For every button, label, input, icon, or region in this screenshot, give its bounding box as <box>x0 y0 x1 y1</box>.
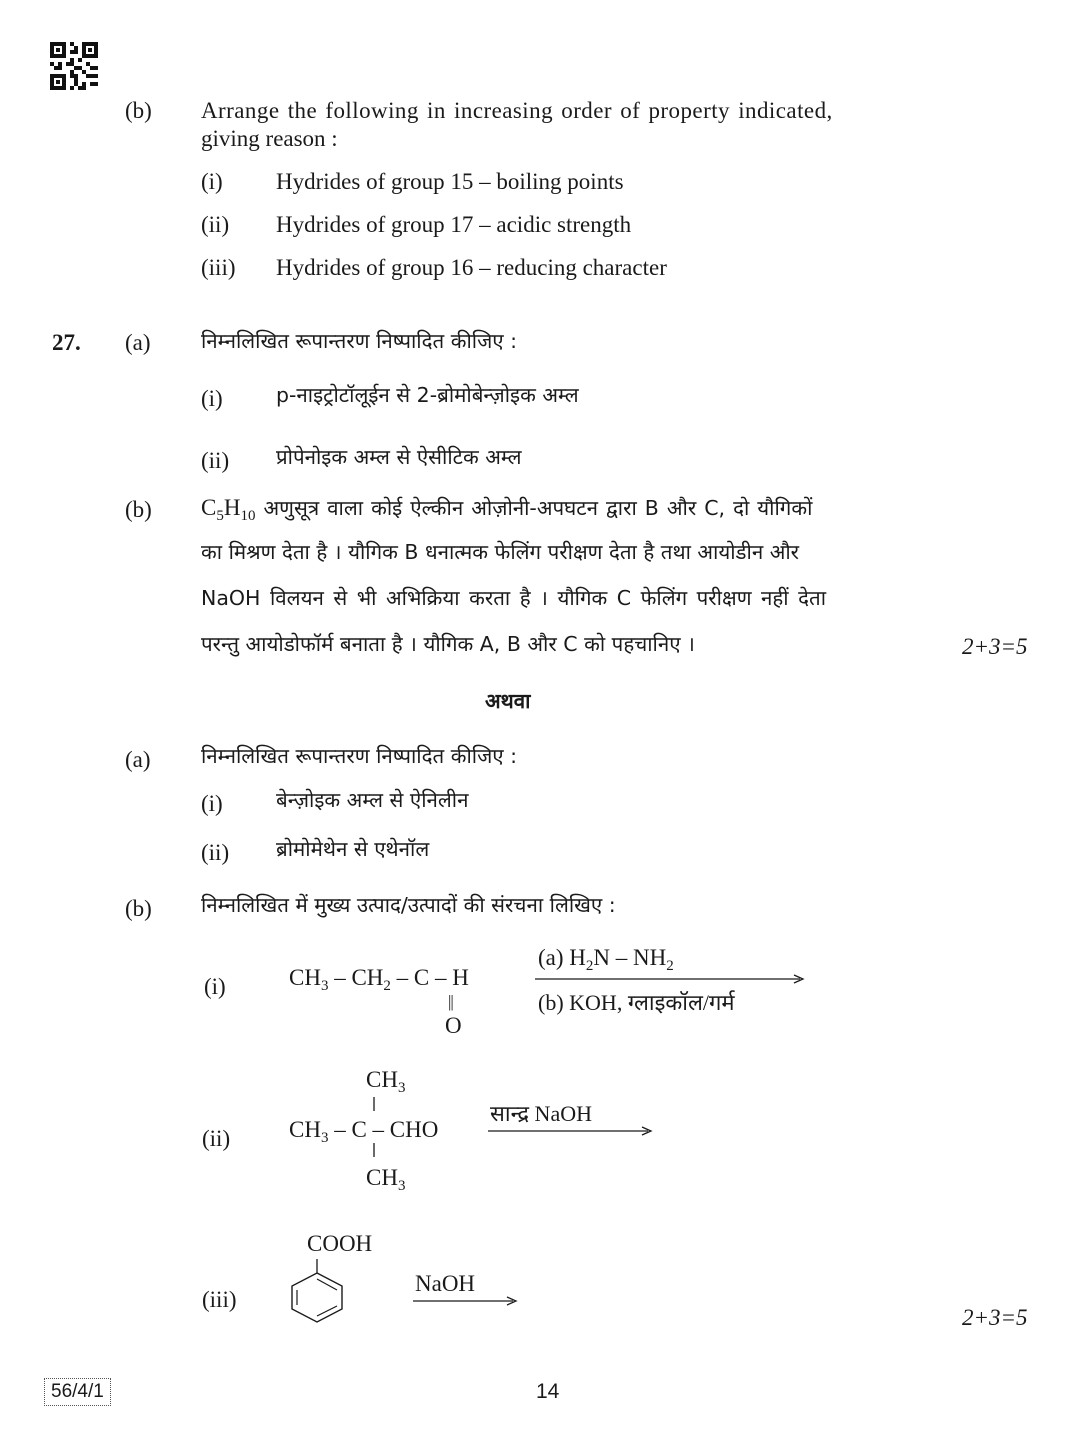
chem-text: CH <box>366 1165 398 1190</box>
reaction3-reagent: NaOH <box>415 1271 476 1296</box>
q27-alt-a-item-num: (ii) <box>201 840 230 865</box>
chem-sub: 3 <box>397 1080 406 1096</box>
q27a-heading: निम्नलिखित रूपान्तरण निष्पादित कीजिए : <box>201 329 518 353</box>
carbonyl-oxygen: O <box>445 1013 462 1038</box>
reaction1-reactant <box>289 965 469 994</box>
marks: 2+3=5 <box>962 634 1028 659</box>
q27-alt-a-item-text: बेन्ज़ोइक अम्ल से ऐनिलीन <box>276 788 469 812</box>
formula-c-sub: 5 <box>216 508 224 524</box>
chem-text: सान्द्र NaOH <box>490 1101 592 1126</box>
chem-sub: 3 <box>320 978 329 994</box>
q27b-line1-rest: अणुसूत्र वाला कोई ऐल्कीन ओज़ोनी-अपघटन द्वारा B और C, दो यौगिकों <box>255 496 813 520</box>
q27a-item-text: प्रोपेनोइक अम्ल से ऐसीटिक अम्ल <box>276 445 522 469</box>
chem-text: – C – CHO <box>328 1117 439 1142</box>
chem-sub: 3 <box>320 1130 329 1146</box>
q26b-item-text: Hydrides of group 17 – acidic strength <box>276 212 632 237</box>
benzene-ring-icon <box>286 1259 348 1323</box>
reaction2-bottom-methyl <box>366 1165 406 1194</box>
reaction-num: (i) <box>204 974 226 999</box>
q27a-item-text: p-नाइट्रोटॉलूईन से 2-ब्रोमोबेन्ज़ोइक अम्ल <box>276 383 579 407</box>
q26b-item-text: Hydrides of group 15 – boiling points <box>276 169 624 194</box>
q27-alt-a-heading: निम्नलिखित रूपान्तरण निष्पादित कीजिए : <box>201 744 518 768</box>
q26b-item-num: (i) <box>201 169 223 194</box>
q27-alt-a-item-num: (i) <box>201 791 223 816</box>
q27-alt-b-heading: निम्नलिखित में मुख्य उत्पाद/उत्पादों की संरचना लिखिए : <box>201 893 616 917</box>
chem-text: – C – H <box>390 965 469 990</box>
chem-sub: 2 <box>666 958 674 974</box>
reaction1-reagent-a <box>538 945 674 974</box>
q27b-line4: परन्तु आयोडोफॉर्म बनाता है । यौगिक A, B और C को पहचानिए । <box>201 632 695 656</box>
q27b-line3: NaOH विलयन से भी अभिक्रिया करता है । यौगिक C फेलिंग परीक्षण नहीं देता <box>201 586 827 610</box>
chem-sub: 3 <box>397 1178 406 1194</box>
chem-text: – CH <box>328 965 384 990</box>
reaction-arrow <box>535 972 810 986</box>
qr-code <box>50 42 98 90</box>
paper-code: 56/4/1 <box>44 1378 111 1406</box>
q27a-label: (a) <box>125 330 151 355</box>
reaction2-top-methyl <box>366 1067 406 1096</box>
q27-alt-a-label: (a) <box>125 747 151 772</box>
chem-text: CH <box>366 1067 398 1092</box>
chem-text: CH <box>289 965 321 990</box>
question-number: 27. <box>52 330 81 355</box>
bond-vertical-top <box>373 1097 375 1111</box>
q26b-text-line1: Arrange the following in increasing order of property indicated, <box>201 98 833 123</box>
chem-text: (b) KOH, ग्लाइकॉल/गर्म <box>538 990 735 1015</box>
q27b-line2: का मिश्रण देता है । यौगिक B धनात्मक फेलिंग परीक्षण देता है तथा आयोडीन और <box>201 540 800 564</box>
q27a-item-num: (i) <box>201 386 223 411</box>
chem-text: (a) H <box>538 945 586 970</box>
reaction-num: (iii) <box>202 1287 237 1312</box>
chem-sub: 2 <box>383 978 391 994</box>
chem-text: N – NH <box>593 945 667 970</box>
reaction1-reagent-b <box>538 990 735 1016</box>
marks: 2+3=5 <box>962 1305 1028 1330</box>
carbonyl-double-bond: || <box>448 992 453 1011</box>
formula-c: C <box>201 495 217 520</box>
formula-h-sub: 10 <box>240 508 256 524</box>
q27-alt-a-item-text: ब्रोमोमेथेन से एथेनॉल <box>276 837 430 861</box>
q27b-line1 <box>201 495 813 524</box>
q27a-item-num: (ii) <box>201 448 230 473</box>
reaction-arrow <box>488 1124 656 1138</box>
reaction-arrow <box>413 1294 521 1308</box>
or-label: अथवा <box>485 689 531 713</box>
q26b-item-text: Hydrides of group 16 – reducing character <box>276 255 667 280</box>
page-number: 14 <box>536 1380 560 1403</box>
q26b-text-line2: giving reason : <box>201 126 338 151</box>
q27b-label: (b) <box>125 497 152 522</box>
chem-sub: 2 <box>585 958 594 974</box>
q26b-item-num: (iii) <box>201 255 236 280</box>
formula-h: H <box>223 495 241 520</box>
q27-alt-b-label: (b) <box>125 896 152 921</box>
reaction-num: (ii) <box>202 1126 231 1151</box>
reaction2-main-chain <box>289 1117 439 1146</box>
q26b-label: (b) <box>125 98 152 123</box>
benzoic-cooh: COOH <box>307 1231 373 1256</box>
q26b-item-num: (ii) <box>201 212 230 237</box>
chem-text: CH <box>289 1117 321 1142</box>
bond-vertical-bottom <box>373 1143 375 1157</box>
